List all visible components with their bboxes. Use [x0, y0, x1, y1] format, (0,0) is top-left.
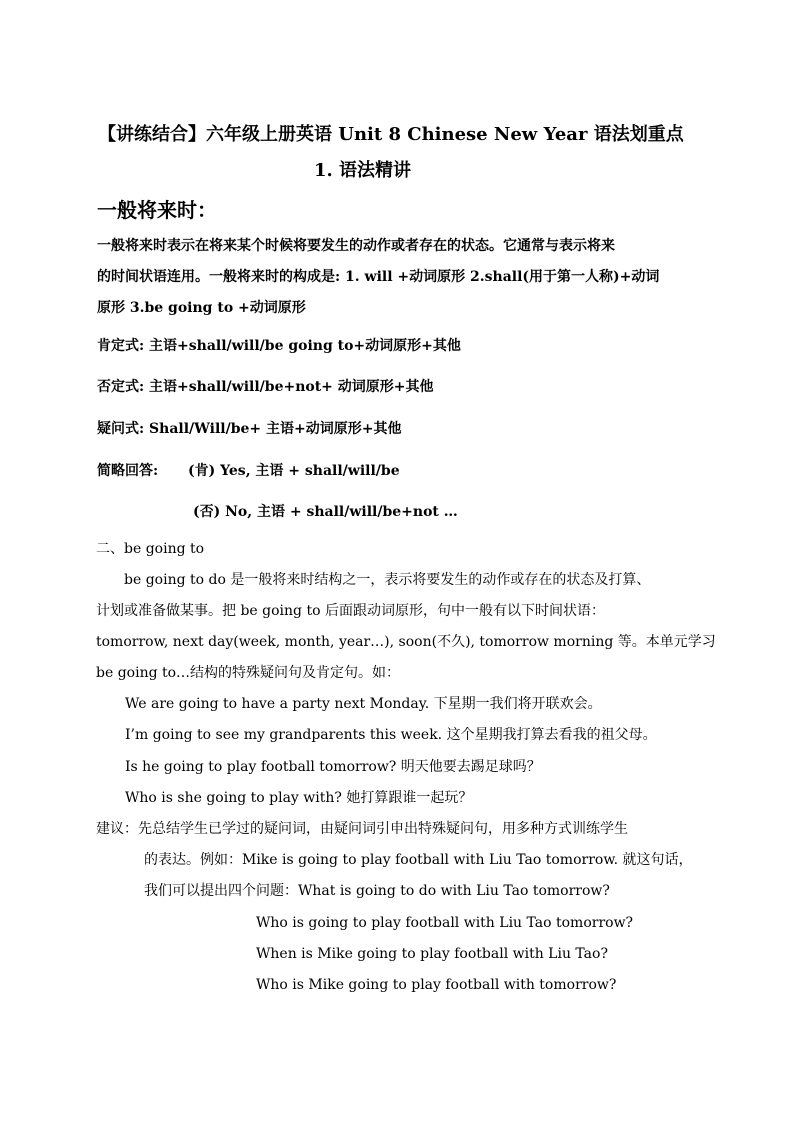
- document-title: 【讲练结合】六年级上册英语 Unit 8 Chinese New Year 语法划重点: [98, 124, 684, 145]
- example-sentence: Is he going to play football tomorrow? 明天他要去踢足球吗？: [125, 759, 541, 775]
- short-answer-label: 简略回答:: [97, 463, 159, 479]
- example-question: Who is Mike going to play football with tomorrow?: [256, 977, 617, 993]
- section-subtitle: 1. 语法精讲: [314, 160, 412, 181]
- intro-line: 一般将来时表示在将来某个时候将要发生的动作或者存在的状态。它通常与表示将来: [97, 238, 615, 254]
- advice-line: 我们可以提出四个问题：What is going to do with Liu Tao tomorrow?: [144, 883, 610, 899]
- short-answer-no: (否) No, 主语 + shall/will/be+not …: [193, 504, 458, 520]
- advice-line: 建议：先总结学生已学过的疑问词，由疑问词引申出特殊疑问句，用多种方式训练学生: [96, 821, 628, 837]
- section-heading-be-going-to: 二、be going to: [96, 541, 205, 557]
- example-question: When is Mike going to play football with Liu Tao?: [256, 946, 608, 962]
- example-sentence: Who is she going to play with? 她打算跟谁一起玩？: [125, 790, 473, 806]
- section-heading-future-tense: 一般将来时：: [97, 198, 217, 222]
- example-sentence: I’m going to see my grandparents this week. 这个星期我打算去看我的祖父母。: [125, 727, 657, 743]
- question-form: 疑问式: Shall/Will/be+ 主语+动词原形+其他: [97, 421, 402, 437]
- intro-line: 的时间状语连用。一般将来时的构成是: 1. will +动词原形 2.shall(用于第一人称)+动词: [97, 269, 660, 285]
- example-sentence: We are going to have a party next Monday. 下星期一我们将开联欢会。: [125, 696, 602, 712]
- short-answer-yes: (肯) Yes, 主语 + shall/will/be: [188, 463, 400, 479]
- body-line: be going to do 是一般将来时结构之一，表示将要发生的动作或存在的状态及打算、: [124, 572, 651, 588]
- intro-line: 原形 3.be going to +动词原形: [97, 300, 306, 316]
- body-line: tomorrow, next day(week, month, year…), soon(不久), tomorrow morning 等。本单元学习: [96, 634, 716, 650]
- advice-line: 的表达。例如：Mike is going to play football with Liu Tao tomorrow. 就这句话，: [144, 852, 693, 868]
- affirmative-form: 肯定式: 主语+shall/will/be going to+动词原形+其他: [97, 338, 461, 354]
- negative-form: 否定式: 主语+shall/will/be+not+ 动词原形+其他: [97, 379, 434, 395]
- body-line: be going to…结构的特殊疑问句及肯定句。如：: [96, 665, 401, 681]
- example-question: Who is going to play football with Liu Tao tomorrow?: [256, 915, 634, 931]
- body-line: 计划或准备做某事。把 be going to 后面跟动词原形，句中一般有以下时间状语：: [96, 603, 605, 619]
